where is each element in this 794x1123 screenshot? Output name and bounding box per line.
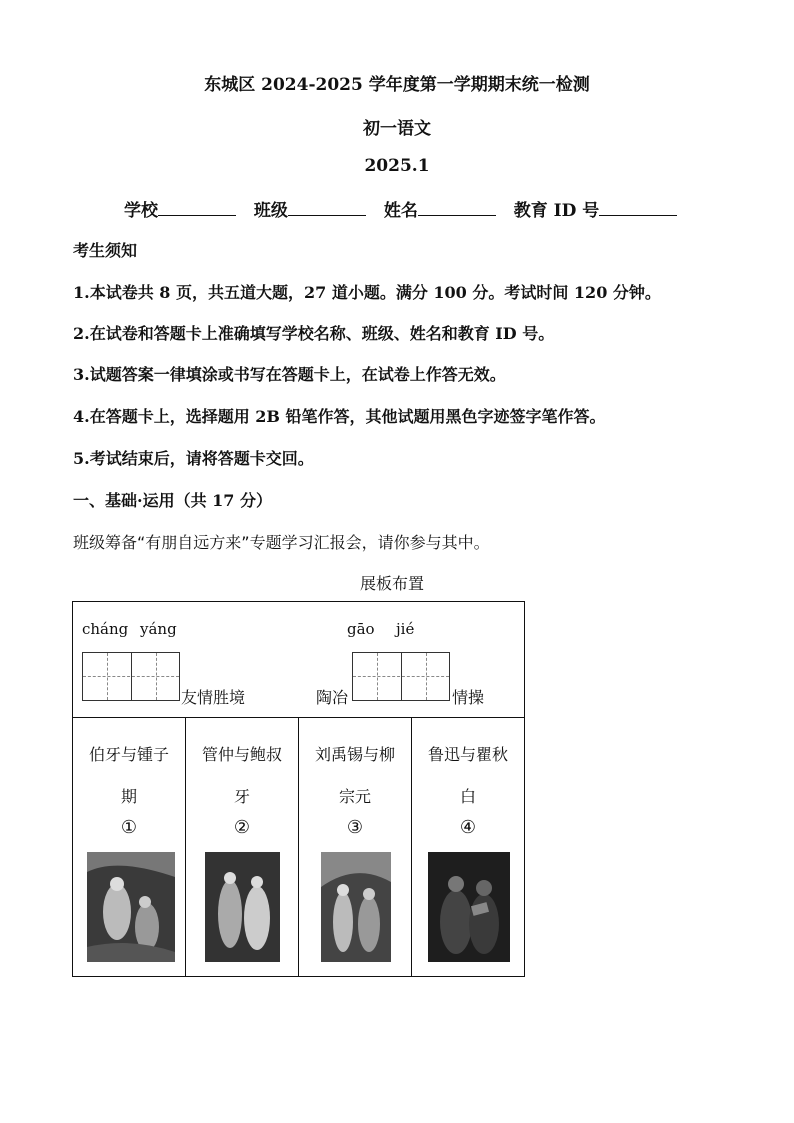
ink-painting-icon <box>87 852 175 962</box>
pair-name: 管仲与鲍叔 牙 <box>201 745 282 806</box>
name-label: 姓名 <box>383 201 418 221</box>
pinyin-chang: cháng <box>82 620 129 638</box>
section-heading: 一、基础·运用（共 17 分） <box>73 491 272 510</box>
class-label: 班级 <box>253 201 288 221</box>
pair-name: 伯牙与锺子 期 <box>88 745 169 806</box>
notice-rule: 2.在试卷和答题卡上准确填写学校名称、班级、姓名和教育 ID 号。 <box>73 324 555 343</box>
phrase-qingcao: 情操 <box>452 688 485 707</box>
phrase-taoye: 陶冶 <box>316 688 349 707</box>
notice-rule: 5.考试结束后，请将答题卡交回。 <box>73 449 314 468</box>
notice-rule: 3.试题答案一律填涂或书写在答题卡上，在试卷上作答无效。 <box>73 365 506 384</box>
pair-number: ① <box>120 817 138 838</box>
pair-name: 刘禹锡与柳 宗元 <box>314 745 395 806</box>
section-intro: 班级筹备“有朋自远方来”专题学习汇报会，请你参与其中。 <box>73 533 490 552</box>
photo-icon <box>428 852 510 962</box>
exam-date: 2025.1 <box>364 156 430 176</box>
school-field <box>124 196 236 221</box>
pair-number: ④ <box>459 817 477 838</box>
pair-name: 鲁迅与瞿秋 白 <box>427 745 508 806</box>
pinyin-jie: jié <box>396 620 415 638</box>
school-label: 学校 <box>124 201 158 221</box>
ink-painting-icon <box>205 852 280 962</box>
answer-box-2[interactable] <box>352 652 450 701</box>
board-title: 展板布置 <box>360 574 425 593</box>
pinyin-gao: gāo <box>347 620 375 638</box>
notice-rule: 1.本试卷共 8 页，共五道大题，27 道小题。满分 100 分。考试时间 120 分钟。 <box>73 283 661 302</box>
notice-heading: 考生须知 <box>73 241 138 260</box>
pair-cell-4 <box>412 717 524 976</box>
portrait-image <box>428 852 510 962</box>
portrait-image <box>87 852 175 962</box>
pinyin-yang: yáng <box>140 620 177 638</box>
portrait-image <box>205 852 280 962</box>
ink-painting-icon <box>321 852 391 962</box>
edu-id-field <box>514 196 678 221</box>
class-field <box>254 196 366 221</box>
phrase-youqing: 友情胜境 <box>181 688 246 707</box>
name-blank[interactable] <box>418 199 496 216</box>
edu-id-label: 教育 ID 号 <box>513 201 600 221</box>
answer-box-1[interactable] <box>82 652 180 701</box>
notice-rule: 4.在答题卡上，选择题用 2B 铅笔作答，其他试题用黑色字迹签字笔作答。 <box>73 407 606 426</box>
display-board-table <box>72 601 525 977</box>
board-top-cell <box>73 602 524 718</box>
pair-cell-3 <box>299 717 412 976</box>
student-info-row <box>124 196 689 221</box>
school-blank[interactable] <box>158 199 236 216</box>
portrait-image <box>321 852 391 962</box>
name-field <box>384 196 496 221</box>
edu-id-blank[interactable] <box>599 199 677 216</box>
pair-number: ② <box>233 817 251 838</box>
pair-number: ③ <box>346 817 364 838</box>
pair-cell-1 <box>73 717 186 976</box>
exam-subject: 初一语文 <box>363 119 431 139</box>
class-blank[interactable] <box>288 199 366 216</box>
exam-title: 东城区 2024-2025 学年度第一学期期末统一检测 <box>204 75 590 95</box>
pair-cell-2 <box>186 717 299 976</box>
